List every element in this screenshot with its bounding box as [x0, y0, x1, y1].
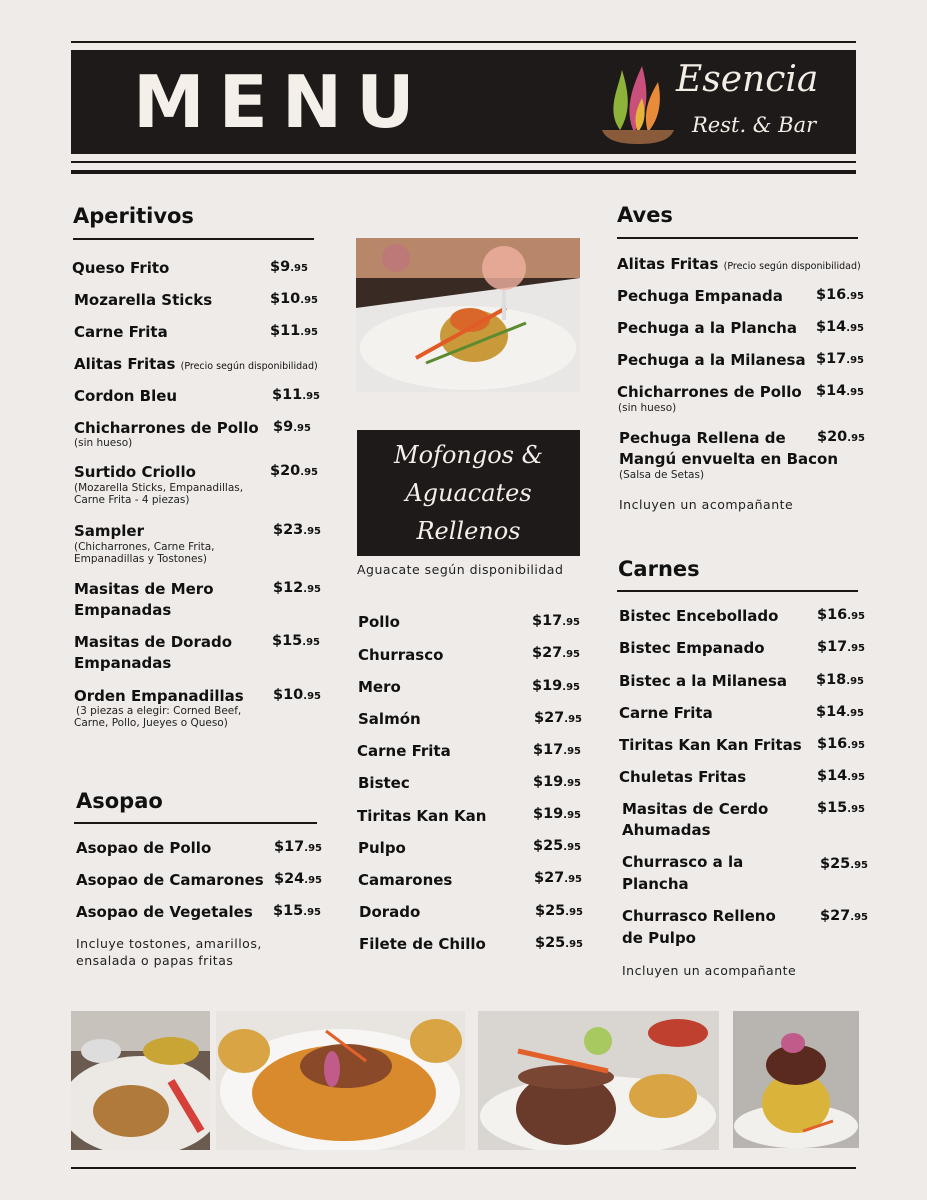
dish-photo	[356, 238, 580, 392]
section-title-asopao: Asopao	[76, 789, 163, 813]
mofongos-title-box	[357, 430, 580, 556]
menu-item: Plancha	[622, 875, 689, 893]
section-rule	[74, 822, 317, 824]
mofongos-subtitle: Aguacate según disponibilidad	[357, 562, 564, 577]
menu-item: Dorado	[359, 903, 421, 921]
item-price: $17.95	[817, 639, 865, 655]
menu-item: Alitas Fritas (Precio según disponibilidad)	[617, 255, 861, 273]
menu-item: Churrasco Relleno	[622, 907, 776, 925]
item-price: $14.95	[816, 704, 864, 720]
menu-item: Carne Frita	[619, 704, 713, 722]
menu-item: Bistec	[358, 774, 410, 792]
menu-item: Masitas de Cerdo	[622, 800, 769, 818]
brand-logo-icon	[598, 60, 678, 146]
menu-item: Salmón	[358, 710, 421, 728]
section-title-aperitivos: Aperitivos	[73, 204, 194, 228]
section-rule	[73, 238, 314, 240]
menu-item: Ahumadas	[622, 821, 711, 839]
menu-item: Pechuga a la Milanesa	[617, 351, 806, 369]
menu-item: Empanadas	[74, 601, 172, 619]
menu-item: Pechuga Rellena de	[619, 429, 786, 447]
menu-item: Cordon Bleu	[74, 387, 178, 405]
item-price: $10.95	[270, 291, 318, 307]
dish-photo	[71, 1011, 210, 1150]
mofongos-title: Mofongos & Aguacates Rellenos	[394, 441, 543, 545]
item-price: $17.95	[274, 839, 322, 855]
item-price: $23.95	[273, 522, 321, 538]
item-price: $14.95	[816, 319, 864, 335]
item-price: $24.95	[274, 871, 322, 887]
header-rule-1	[71, 161, 856, 163]
item-price: $25.95	[533, 838, 581, 854]
carnes-footer: Incluyen un acompañante	[622, 963, 797, 978]
item-note: (Chicharrones, Carne Frita,	[74, 541, 215, 553]
menu-item: Mozarella Sticks	[74, 291, 213, 309]
brand-name: Esencia	[676, 59, 819, 100]
dish-photo	[216, 1011, 465, 1150]
menu-item: Carne Frita	[74, 323, 168, 341]
menu-item: Filete de Chillo	[359, 935, 486, 953]
item-price: $15.95	[272, 633, 320, 649]
header-rule-2	[71, 170, 856, 174]
item-price: $15.95	[817, 800, 865, 816]
menu-item: Bistec Empanado	[619, 639, 765, 657]
menu-item: Tiritas Kan Kan	[357, 807, 487, 825]
section-rule	[617, 237, 858, 239]
menu-item: Orden Empanadillas	[74, 687, 244, 705]
item-note: (3 piezas a elegir: Corned Beef,	[76, 705, 242, 717]
menu-item: de Pulpo	[622, 929, 696, 947]
bottom-rule	[71, 1167, 856, 1169]
menu-item: Chicharrones de Pollo	[74, 419, 259, 437]
section-rule	[617, 590, 858, 592]
item-price: $9.95	[270, 259, 308, 275]
section-title-carnes: Carnes	[618, 557, 700, 581]
menu-item: Camarones	[358, 871, 453, 889]
menu-item: Chicharrones de Pollo	[617, 383, 802, 401]
item-note: (Salsa de Setas)	[619, 469, 705, 481]
menu-item: Pollo	[358, 613, 400, 631]
item-price: $19.95	[533, 806, 581, 822]
item-note: (sin hueso)	[618, 402, 677, 414]
top-rule	[71, 41, 856, 43]
item-price: $15.95	[273, 903, 321, 919]
item-price: $16.95	[816, 287, 864, 303]
item-note: (Mozarella Sticks, Empanadillas,	[74, 482, 244, 494]
asopao-footer: Incluye tostones, amarillos,	[76, 936, 262, 951]
menu-title: MENU	[133, 60, 429, 144]
asopao-footer: ensalada o papas fritas	[76, 953, 234, 968]
item-price: $11.95	[270, 323, 318, 339]
item-note: Empanadillas y Tostones)	[74, 553, 208, 565]
dish-photo	[478, 1011, 719, 1150]
menu-item: Surtido Criollo	[74, 463, 196, 481]
item-price: $16.95	[817, 736, 865, 752]
menu-item: Pulpo	[358, 839, 406, 857]
item-price: $16.95	[817, 607, 865, 623]
item-price: $12.95	[273, 580, 321, 596]
item-price: $17.95	[816, 351, 864, 367]
menu-item: Chuletas Fritas	[619, 768, 747, 786]
menu-item: Bistec a la Milanesa	[619, 672, 788, 690]
item-price: $25.95	[820, 856, 868, 872]
menu-item: Masitas de Dorado	[74, 633, 233, 651]
menu-item: Mero	[358, 678, 401, 696]
item-price: $20.95	[817, 429, 865, 445]
item-price: $14.95	[816, 383, 864, 399]
item-price: $17.95	[533, 742, 581, 758]
menu-item: Queso Frito	[72, 259, 170, 277]
item-price: $14.95	[817, 768, 865, 784]
section-title-aves: Aves	[617, 203, 673, 227]
item-price: $25.95	[535, 935, 583, 951]
item-note: (sin hueso)	[74, 437, 133, 449]
menu-item: Pechuga Empanada	[617, 287, 783, 305]
menu-item: Asopao de Pollo	[76, 839, 212, 857]
menu-item: Masitas de Mero	[74, 580, 214, 598]
item-price: $18.95	[816, 672, 864, 688]
item-note: Carne Frita - 4 piezas)	[74, 494, 190, 506]
item-price: $11.95	[272, 387, 320, 403]
item-price: $20.95	[270, 463, 318, 479]
brand-subtitle: Rest. & Bar	[692, 113, 817, 137]
aves-footer: Incluyen un acompañante	[619, 497, 794, 512]
menu-item: Bistec Encebollado	[619, 607, 779, 625]
menu-item: Pechuga a la Plancha	[617, 319, 797, 337]
item-price: $25.95	[535, 903, 583, 919]
item-price: $27.95	[820, 908, 868, 924]
menu-item: Asopao de Camarones	[76, 871, 264, 889]
menu-item: Carne Frita	[357, 742, 451, 760]
item-price: $9.95	[273, 419, 311, 435]
menu-item: Mangú envuelta en Bacon	[619, 450, 839, 468]
menu-item: Sampler	[74, 522, 145, 540]
menu-item: Churrasco a la	[622, 853, 744, 871]
menu-item: Asopao de Vegetales	[76, 903, 253, 921]
item-price: $27.95	[532, 645, 580, 661]
menu-item: Churrasco	[358, 646, 444, 664]
dish-photo	[733, 1011, 859, 1148]
menu-item: Tiritas Kan Kan Fritas	[619, 736, 802, 754]
menu-item: Alitas Fritas (Precio según disponibilidad)	[74, 355, 318, 373]
item-note: Carne, Pollo, Jueyes o Queso)	[74, 717, 228, 729]
item-price: $17.95	[532, 613, 580, 629]
item-price: $19.95	[533, 774, 581, 790]
item-price: $10.95	[273, 687, 321, 703]
item-price: $19.95	[532, 678, 580, 694]
menu-item: Empanadas	[74, 654, 172, 672]
item-price: $27.95	[534, 870, 582, 886]
item-price: $27.95	[534, 710, 582, 726]
